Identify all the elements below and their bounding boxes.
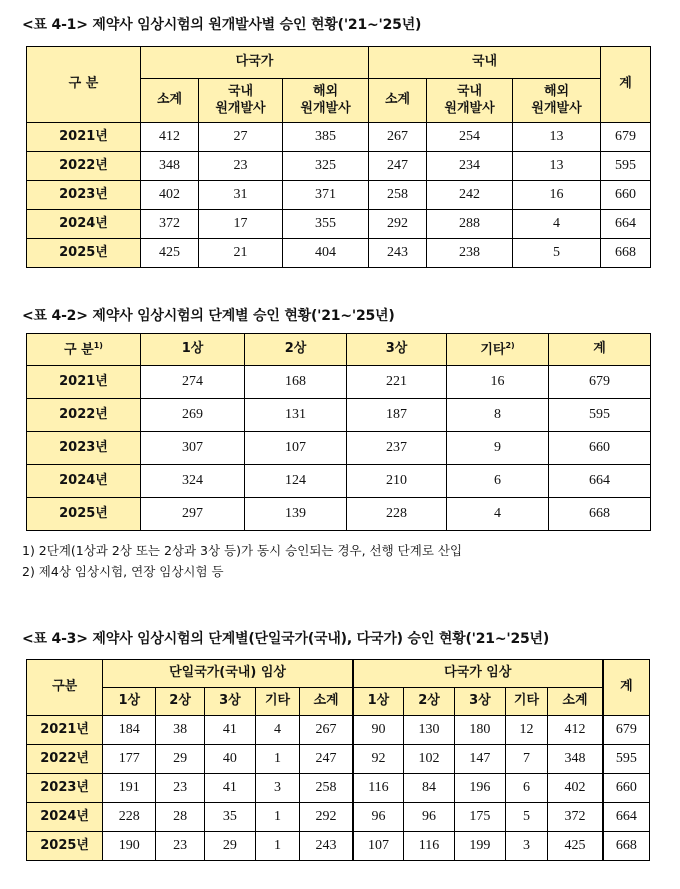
value-cell: 41 xyxy=(204,716,255,745)
value-cell: 3 xyxy=(255,774,299,803)
value-cell: 116 xyxy=(404,832,455,861)
value-cell: 3 xyxy=(505,832,547,861)
header-etc: 기타$^{2)}$ xyxy=(447,334,549,366)
value-cell: 175 xyxy=(454,803,505,832)
value-cell: 267 xyxy=(300,716,353,745)
value-cell: 196 xyxy=(454,774,505,803)
value-cell: 258 xyxy=(300,774,353,803)
row-year: 2021년 xyxy=(27,366,141,399)
value-cell: 269 xyxy=(141,399,245,432)
row-year: 2023년 xyxy=(27,774,103,803)
subheader-0: 1상 xyxy=(103,688,156,716)
table-row xyxy=(27,745,650,774)
subheader-5: 1상 xyxy=(353,688,404,716)
value-cell: 130 xyxy=(404,716,455,745)
table-row xyxy=(27,399,651,432)
value-cell: 297 xyxy=(141,498,245,531)
value-cell: 292 xyxy=(300,803,353,832)
value-cell: 107 xyxy=(353,832,404,861)
value-cell: 40 xyxy=(204,745,255,774)
value-cell: 16 xyxy=(447,366,549,399)
value-cell: 12 xyxy=(505,716,547,745)
value-cell: 29 xyxy=(156,745,205,774)
value-cell: 187 xyxy=(347,399,447,432)
value-cell: 1 xyxy=(255,745,299,774)
header-phase1: 1상 xyxy=(141,334,245,366)
row-year: 2024년 xyxy=(27,803,103,832)
value-cell: 325 xyxy=(283,152,369,181)
value-cell: 402 xyxy=(141,181,199,210)
value-cell: 5 xyxy=(505,803,547,832)
value-cell: 664 xyxy=(549,465,651,498)
value-cell: 664 xyxy=(603,803,650,832)
subheader-5: 해외 원개발사 xyxy=(513,79,601,123)
value-cell: 180 xyxy=(454,716,505,745)
value-cell: 107 xyxy=(245,432,347,465)
table-row xyxy=(27,152,651,181)
header-gubun: 구 분$^{1)}$ xyxy=(27,334,141,366)
value-cell: 38 xyxy=(156,716,205,745)
table-4-2 xyxy=(26,333,651,531)
value-cell: 1 xyxy=(255,832,299,861)
value-cell: 660 xyxy=(601,181,651,210)
value-cell: 4 xyxy=(255,716,299,745)
value-cell: 131 xyxy=(245,399,347,432)
row-year: 2022년 xyxy=(27,152,141,181)
value-cell: 243 xyxy=(369,239,427,268)
value-cell: 191 xyxy=(103,774,156,803)
value-cell: 6 xyxy=(447,465,549,498)
subheader-2: 해외 원개발사 xyxy=(283,79,369,123)
row-year: 2023년 xyxy=(27,432,141,465)
value-cell: 372 xyxy=(141,210,199,239)
table-4-1 xyxy=(26,46,651,268)
header-gubun: 구 분 xyxy=(27,47,141,123)
value-cell: 177 xyxy=(103,745,156,774)
value-cell: 234 xyxy=(427,152,513,181)
subheader-6: 2상 xyxy=(404,688,455,716)
row-year: 2025년 xyxy=(27,832,103,861)
row-year: 2023년 xyxy=(27,181,141,210)
row-year: 2022년 xyxy=(27,745,103,774)
value-cell: 31 xyxy=(199,181,283,210)
value-cell: 243 xyxy=(300,832,353,861)
subheader-1: 2상 xyxy=(156,688,205,716)
value-cell: 23 xyxy=(199,152,283,181)
row-year: 2021년 xyxy=(27,716,103,745)
table-row xyxy=(27,832,650,861)
value-cell: 210 xyxy=(347,465,447,498)
value-cell: 254 xyxy=(427,123,513,152)
value-cell: 679 xyxy=(601,123,651,152)
value-cell: 242 xyxy=(427,181,513,210)
table-row xyxy=(27,774,650,803)
value-cell: 84 xyxy=(404,774,455,803)
subheader-7: 3상 xyxy=(454,688,505,716)
value-cell: 13 xyxy=(513,123,601,152)
value-cell: 116 xyxy=(353,774,404,803)
value-cell: 6 xyxy=(505,774,547,803)
value-cell: 102 xyxy=(404,745,455,774)
value-cell: 27 xyxy=(199,123,283,152)
table-row xyxy=(27,181,651,210)
row-year: 2024년 xyxy=(27,465,141,498)
value-cell: 348 xyxy=(548,745,603,774)
value-cell: 385 xyxy=(283,123,369,152)
value-cell: 371 xyxy=(283,181,369,210)
subheader-9: 소계 xyxy=(548,688,603,716)
value-cell: 274 xyxy=(141,366,245,399)
value-cell: 595 xyxy=(601,152,651,181)
value-cell: 28 xyxy=(156,803,205,832)
table-row xyxy=(27,498,651,531)
value-cell: 184 xyxy=(103,716,156,745)
value-cell: 425 xyxy=(141,239,199,268)
value-cell: 679 xyxy=(549,366,651,399)
value-cell: 13 xyxy=(513,152,601,181)
value-cell: 679 xyxy=(603,716,650,745)
table-row xyxy=(27,432,651,465)
value-cell: 96 xyxy=(404,803,455,832)
value-cell: 228 xyxy=(103,803,156,832)
table-row xyxy=(27,465,651,498)
table-row xyxy=(27,210,651,239)
value-cell: 595 xyxy=(549,399,651,432)
subheader-4: 소계 xyxy=(300,688,353,716)
value-cell: 90 xyxy=(353,716,404,745)
value-cell: 17 xyxy=(199,210,283,239)
header-total: 계 xyxy=(549,334,651,366)
row-year: 2025년 xyxy=(27,239,141,268)
row-year: 2021년 xyxy=(27,123,141,152)
row-year: 2022년 xyxy=(27,399,141,432)
footnote-2: 2) 제4상 임상시험, 연장 임상시험 등 xyxy=(22,564,224,579)
subheader-2: 3상 xyxy=(204,688,255,716)
value-cell: 307 xyxy=(141,432,245,465)
table-row xyxy=(27,123,651,152)
value-cell: 124 xyxy=(245,465,347,498)
value-cell: 664 xyxy=(601,210,651,239)
value-cell: 247 xyxy=(369,152,427,181)
value-cell: 35 xyxy=(204,803,255,832)
table-row xyxy=(27,803,650,832)
table2-title: <표 4-2> 제약사 임상시험의 단계별 승인 현황('21~'25년) xyxy=(22,308,395,324)
value-cell: 190 xyxy=(103,832,156,861)
value-cell: 324 xyxy=(141,465,245,498)
value-cell: 139 xyxy=(245,498,347,531)
header-multinational: 다국가 임상 xyxy=(353,660,603,688)
table-row xyxy=(27,366,651,399)
value-cell: 412 xyxy=(141,123,199,152)
value-cell: 288 xyxy=(427,210,513,239)
value-cell: 5 xyxy=(513,239,601,268)
value-cell: 668 xyxy=(603,832,650,861)
value-cell: 237 xyxy=(347,432,447,465)
value-cell: 7 xyxy=(505,745,547,774)
value-cell: 425 xyxy=(548,832,603,861)
value-cell: 412 xyxy=(548,716,603,745)
value-cell: 355 xyxy=(283,210,369,239)
value-cell: 21 xyxy=(199,239,283,268)
value-cell: 221 xyxy=(347,366,447,399)
subheader-8: 기타 xyxy=(505,688,547,716)
subheader-1: 국내 원개발사 xyxy=(199,79,283,123)
header-total: 계 xyxy=(601,47,651,123)
header-single-country: 단일국가(국내) 임상 xyxy=(103,660,353,688)
value-cell: 247 xyxy=(300,745,353,774)
value-cell: 4 xyxy=(447,498,549,531)
value-cell: 404 xyxy=(283,239,369,268)
table3-title: <표 4-3> 제약사 임상시험의 단계별(단일국가(국내), 다국가) 승인 현황('21~'25년) xyxy=(22,631,550,647)
value-cell: 9 xyxy=(447,432,549,465)
row-year: 2024년 xyxy=(27,210,141,239)
value-cell: 238 xyxy=(427,239,513,268)
value-cell: 668 xyxy=(601,239,651,268)
header-gubun: 구분 xyxy=(27,660,103,716)
subheader-4: 국내 원개발사 xyxy=(427,79,513,123)
value-cell: 660 xyxy=(603,774,650,803)
table-row xyxy=(27,239,651,268)
value-cell: 595 xyxy=(603,745,650,774)
value-cell: 668 xyxy=(549,498,651,531)
value-cell: 348 xyxy=(141,152,199,181)
header-phase3: 3상 xyxy=(347,334,447,366)
subheader-3: 소계 xyxy=(369,79,427,123)
value-cell: 41 xyxy=(204,774,255,803)
header-phase2: 2상 xyxy=(245,334,347,366)
subheader-0: 소계 xyxy=(141,79,199,123)
value-cell: 199 xyxy=(454,832,505,861)
header-domestic: 국내 xyxy=(369,47,601,79)
value-cell: 23 xyxy=(156,832,205,861)
value-cell: 4 xyxy=(513,210,601,239)
footnote-1: 1) 2단계(1상과 2상 또는 2상과 3상 등)가 동시 승인되는 경우, 선행 단계로 산입 xyxy=(22,543,463,558)
value-cell: 168 xyxy=(245,366,347,399)
value-cell: 29 xyxy=(204,832,255,861)
subheader-3: 기타 xyxy=(255,688,299,716)
value-cell: 267 xyxy=(369,123,427,152)
value-cell: 372 xyxy=(548,803,603,832)
row-year: 2025년 xyxy=(27,498,141,531)
value-cell: 23 xyxy=(156,774,205,803)
value-cell: 8 xyxy=(447,399,549,432)
value-cell: 258 xyxy=(369,181,427,210)
value-cell: 660 xyxy=(549,432,651,465)
table-4-3 xyxy=(26,659,650,861)
value-cell: 402 xyxy=(548,774,603,803)
value-cell: 228 xyxy=(347,498,447,531)
table-row xyxy=(27,716,650,745)
value-cell: 1 xyxy=(255,803,299,832)
value-cell: 96 xyxy=(353,803,404,832)
header-total: 계 xyxy=(603,660,650,716)
value-cell: 16 xyxy=(513,181,601,210)
value-cell: 92 xyxy=(353,745,404,774)
table1-title: <표 4-1> 제약사 임상시험의 원개발사별 승인 현황('21~'25년) xyxy=(22,17,422,33)
value-cell: 147 xyxy=(454,745,505,774)
value-cell: 292 xyxy=(369,210,427,239)
header-multinational: 다국가 xyxy=(141,47,369,79)
